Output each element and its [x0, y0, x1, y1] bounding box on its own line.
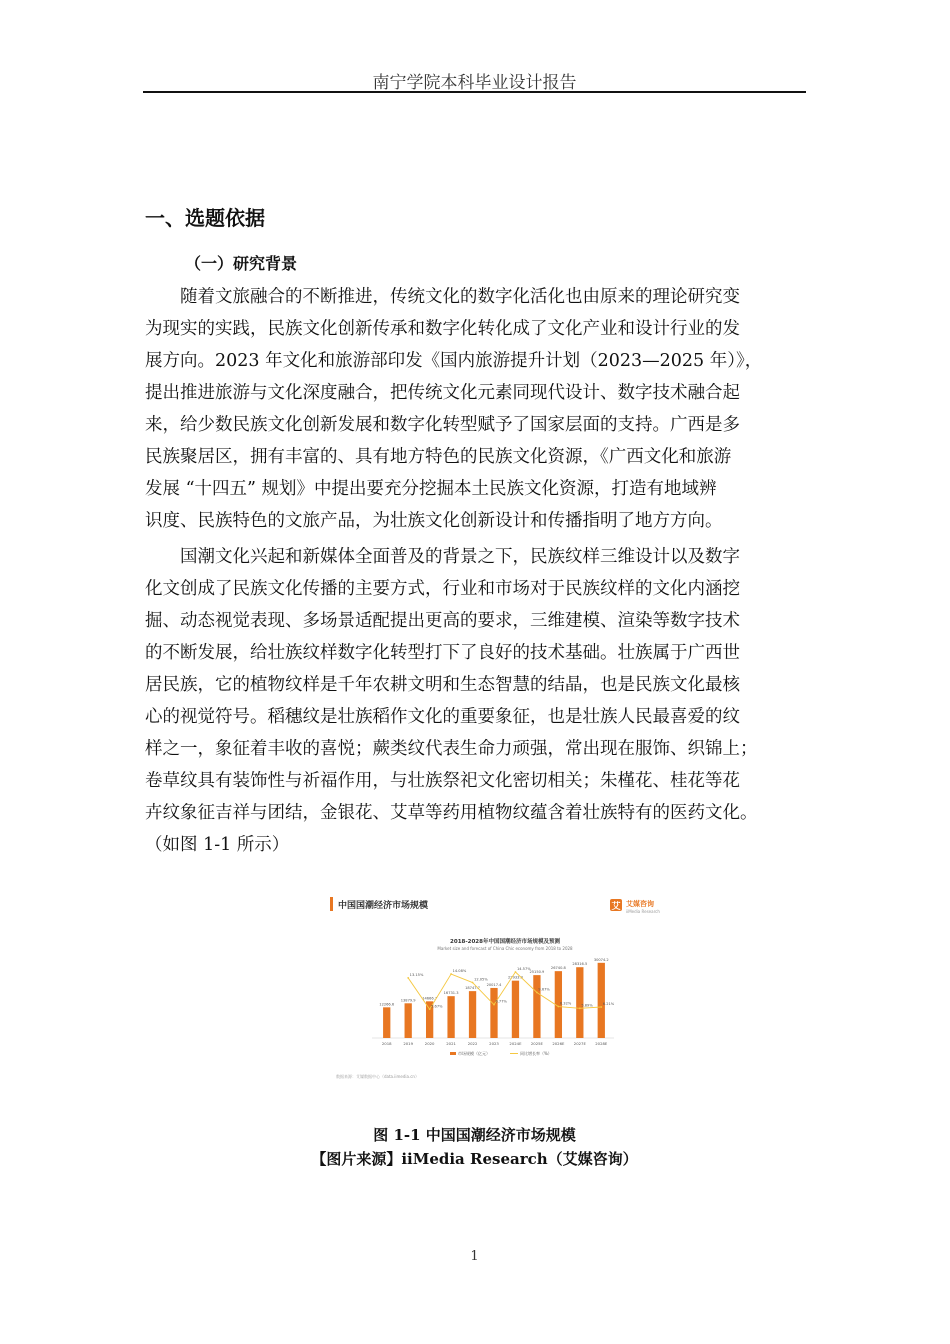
paragraph-line: 提出推进旅游与文化深度融合，把传统文化元素同现代设计、数字技术融合起 [145, 383, 740, 403]
growth-rate-label: 6.32% [559, 1001, 572, 1006]
paragraph-line: 展方向。2023 年文化和旅游部印发《国内旅游提升计划（2023—2025 年）》， [145, 351, 763, 371]
bar-2023 [490, 988, 497, 1038]
paragraph-line: 随着文旅融合的不断推进，传统文化的数字化活化也由原来的理论研究变 [145, 287, 740, 307]
paragraph-line: 发展 “十四五” 规划》中提出要充分挖掘本土民族文化资源，打造有地域辨 [145, 479, 717, 499]
page-header: 南宁学院本科毕业设计报告 [372, 73, 577, 93]
growth-rate-point [472, 982, 474, 984]
x-tick-label: 2021 [446, 1041, 456, 1046]
growth-rate-label: 9.67% [538, 987, 550, 992]
panel-title: 中国国潮经济市场规模 [338, 901, 429, 911]
paragraph-line: 识度、民族特色的文旅产品，为壮族文化创新设计和传播指明了地方方向。 [145, 511, 723, 531]
bar-value-label: 22933.3 [508, 975, 523, 980]
paragraph-line: 心的视觉符号。稻穗纹是壮族稻作文化的重要象征，也是壮族人民最喜爱的纹 [145, 707, 740, 727]
bar-2025E [533, 975, 540, 1038]
bar-value-label: 16731.3 [443, 991, 459, 996]
bar-2019 [405, 1003, 412, 1038]
growth-rate-point [536, 992, 538, 994]
growth-rate-point [557, 1006, 559, 1008]
paragraph-line: 国潮文化兴起和新媒体全面普及的背景之下，民族纹样三维设计以及数字 [145, 547, 740, 567]
paragraph-line: （如图 1-1 所示） [145, 835, 290, 855]
brand-name: 艾媒咨询 [626, 900, 654, 908]
paragraph-line: 居民族，它的植物纹样是千年农耕文明和生态智慧的结晶，也是民族文化最核 [145, 675, 740, 695]
section-subheading: （一）研究背景 [185, 254, 298, 273]
bar-2021 [447, 996, 454, 1038]
growth-rate-point [429, 1008, 431, 1010]
x-tick-label: 2028E [595, 1041, 608, 1046]
bar-value-label: 18747.7 [465, 986, 480, 991]
x-tick-label: 2027E [573, 1041, 586, 1046]
bar-2024E [512, 981, 519, 1038]
bar-2028E [598, 963, 605, 1038]
growth-rate-label: 5.89% [581, 1003, 593, 1008]
growth-rate-point [407, 977, 409, 979]
panel-accent-bar [330, 897, 333, 911]
paragraph-1 [145, 281, 808, 537]
growth-rate-point [515, 971, 517, 973]
paragraph-line: 卉纹象征吉祥与团结，金银花、艾草等药用植物纹蕴含着壮族特有的医药文化。 [145, 803, 758, 823]
x-tick-label: 2022 [467, 1041, 478, 1046]
chart-title: 2018-2028年中国国潮经济市场规模及预测 [450, 939, 560, 945]
bar-value-label: 14666.7 [422, 996, 438, 1001]
market-size-chart [330, 888, 680, 1088]
growth-rate-point [493, 1004, 495, 1006]
paragraph-line: 的不断发展，给壮族纹样数字化转型打下了良好的技术基础。壮族属于广西世 [145, 643, 740, 663]
growth-rate-label: 14.08% [452, 969, 467, 974]
paragraph-line: 为现实的实践，民族文化创新传承和数字化转化成了文化产业和设计行业的发 [145, 319, 740, 339]
growth-rate-point [579, 1007, 581, 1009]
legend-bar-label: 市场规模（亿元） [458, 1051, 490, 1056]
x-tick-label: 2018 [381, 1041, 392, 1046]
bar-2022 [469, 991, 476, 1038]
header-rule [143, 91, 806, 93]
paragraph-line: 民族聚居区，拥有丰富的、具有地方特色的民族文化资源，《广西文化和旅游 [145, 447, 732, 467]
legend-bar-swatch [450, 1052, 456, 1055]
figure-caption: 图 1-1 中国国潮经济市场规模 [373, 1126, 576, 1144]
x-tick-label: 2019 [403, 1041, 414, 1046]
paragraph-2 [145, 541, 808, 861]
x-tick-label: 2024E [509, 1041, 522, 1046]
growth-rate-label: 6.77% [495, 999, 507, 1004]
bar-value-label: 20017.4 [486, 982, 502, 987]
growth-rate-label: 12.05% [474, 977, 488, 982]
x-tick-label: 2023 [489, 1041, 499, 1046]
growth-rate-label: 14.57% [516, 966, 531, 971]
paragraph-line: 来，给少数民族文化创新发展和数字化转型赋予了国家层面的支持。广西是多 [145, 415, 740, 435]
page-number: 1 [470, 1249, 479, 1264]
chart-subtitle: Market size and forecast of China Chic economy from 2018 to 2028 [437, 946, 573, 951]
bar-2018 [383, 1007, 390, 1038]
bar-value-label: 30074.2 [593, 957, 609, 962]
legend-line-label: 同比增长率（%） [520, 1051, 552, 1056]
paragraph-line: 化文创成了民族文化传播的主要方式，行业和市场对于民族纹样的文化内涵挖 [145, 579, 740, 599]
bar-value-label: 13879.9 [400, 998, 416, 1003]
brand-sub: iiMedia Research [626, 909, 660, 914]
bar-value-label: 25150.9 [529, 970, 545, 975]
x-tick-label: 2025E [530, 1041, 543, 1046]
growth-rate-point [600, 1006, 602, 1008]
brand-logo [610, 899, 660, 914]
x-tick-label: 2020 [424, 1041, 435, 1046]
figure-source: 【图片来源】iiMedia Research（艾媒咨询） [311, 1150, 638, 1168]
growth-rate-label: 6.21% [602, 1001, 615, 1006]
paragraph-line: 样之一，象征着丰收的喜悦；蕨类纹代表生命力顽强，常出现在服饰、织锦上； [145, 739, 758, 759]
x-tick-label: 2026E [552, 1041, 565, 1046]
bar-value-label: 26740.8 [550, 966, 566, 971]
growth-rate-point [450, 973, 452, 975]
source-note: 数据来源：艾媒数据中心（data.iimedia.cn） [336, 1074, 419, 1079]
bar-value-label: 28316.5 [572, 962, 588, 967]
brand-logo-char: 艾 [611, 902, 621, 912]
bar-value-label: 12266.6 [379, 1002, 395, 1007]
growth-rate-label: 13.15% [409, 972, 424, 977]
growth-rate-label: 5.67% [431, 1004, 443, 1009]
market-size-figure [330, 888, 680, 1088]
paragraph-line: 卷草纹具有装饰性与祈福作用，与壮族祭祀文化密切相关；朱槿花、桂花等花 [145, 771, 740, 791]
paragraph-line: 掘、动态视觉表现、多场景适配提出更高的要求，三维建模、渲染等数字技术 [145, 611, 740, 631]
section-heading: 一、选题依据 [145, 206, 265, 230]
